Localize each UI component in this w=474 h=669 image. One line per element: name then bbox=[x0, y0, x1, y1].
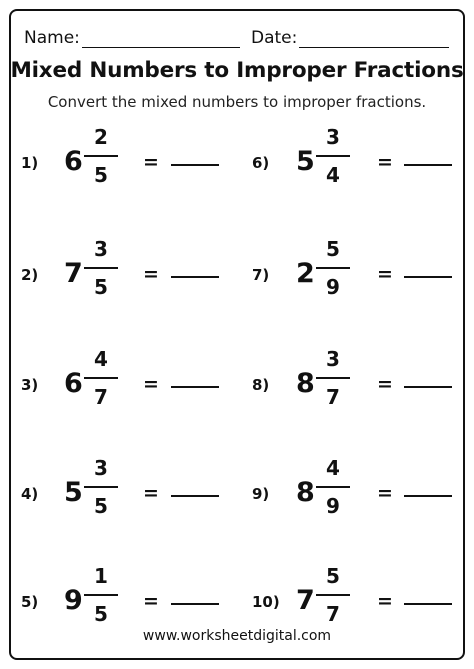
problem-number: 4) bbox=[21, 485, 39, 503]
numerator: 4 bbox=[326, 456, 340, 480]
answer-blank[interactable] bbox=[404, 164, 452, 166]
date-label: Date: bbox=[251, 28, 298, 48]
whole-number: 6 bbox=[64, 146, 83, 177]
problem-3 bbox=[21, 346, 246, 426]
equals-sign: = bbox=[143, 263, 159, 285]
answer-blank[interactable] bbox=[171, 495, 219, 497]
problem-2 bbox=[21, 236, 246, 316]
denominator: 9 bbox=[326, 494, 340, 518]
fraction bbox=[84, 346, 118, 410]
numerator: 3 bbox=[94, 456, 108, 480]
numerator: 3 bbox=[94, 237, 108, 261]
problem-number: 1) bbox=[21, 154, 39, 172]
fraction bbox=[316, 236, 350, 300]
whole-number: 5 bbox=[296, 146, 315, 177]
name-field[interactable] bbox=[24, 28, 240, 48]
equals-sign: = bbox=[377, 263, 393, 285]
problem-7 bbox=[252, 236, 474, 316]
answer-blank[interactable] bbox=[404, 386, 452, 388]
answer-blank[interactable] bbox=[404, 495, 452, 497]
answer-blank[interactable] bbox=[171, 603, 219, 605]
fraction-bar bbox=[316, 377, 350, 379]
fraction-bar bbox=[84, 594, 118, 596]
fraction bbox=[316, 346, 350, 410]
problem-8 bbox=[252, 346, 474, 426]
whole-number: 7 bbox=[296, 585, 315, 616]
denominator: 5 bbox=[94, 275, 108, 299]
numerator: 3 bbox=[326, 125, 340, 149]
answer-blank[interactable] bbox=[404, 603, 452, 605]
problem-4 bbox=[21, 455, 246, 535]
worksheet-title: Mixed Numbers to Improper Fractions bbox=[10, 58, 464, 83]
whole-number: 8 bbox=[296, 368, 315, 399]
denominator: 5 bbox=[94, 602, 108, 626]
problem-number: 8) bbox=[252, 376, 270, 394]
fraction bbox=[316, 124, 350, 188]
fraction bbox=[84, 563, 118, 627]
numerator: 1 bbox=[94, 564, 108, 588]
footer-website: www.worksheetdigital.com bbox=[142, 628, 332, 644]
whole-number: 9 bbox=[64, 585, 83, 616]
whole-number: 5 bbox=[64, 477, 83, 508]
equals-sign: = bbox=[143, 482, 159, 504]
numerator: 3 bbox=[326, 347, 340, 371]
problem-1 bbox=[21, 124, 246, 204]
name-blank[interactable] bbox=[82, 34, 240, 48]
date-field[interactable] bbox=[251, 28, 449, 48]
name-label: Name: bbox=[24, 28, 80, 48]
problem-number: 9) bbox=[252, 485, 270, 503]
fraction-bar bbox=[316, 267, 350, 269]
answer-blank[interactable] bbox=[404, 276, 452, 278]
fraction-bar bbox=[316, 594, 350, 596]
whole-number: 2 bbox=[296, 258, 315, 289]
denominator: 5 bbox=[94, 163, 108, 187]
fraction-bar bbox=[316, 155, 350, 157]
denominator: 7 bbox=[94, 385, 108, 409]
fraction bbox=[84, 455, 118, 519]
worksheet-instructions: Convert the mixed numbers to improper fractions. bbox=[47, 93, 427, 111]
denominator: 7 bbox=[326, 602, 340, 626]
fraction bbox=[316, 563, 350, 627]
equals-sign: = bbox=[143, 373, 159, 395]
answer-blank[interactable] bbox=[171, 386, 219, 388]
equals-sign: = bbox=[377, 590, 393, 612]
equals-sign: = bbox=[377, 151, 393, 173]
fraction bbox=[84, 236, 118, 300]
problem-number: 2) bbox=[21, 266, 39, 284]
equals-sign: = bbox=[143, 151, 159, 173]
denominator: 4 bbox=[326, 163, 340, 187]
equals-sign: = bbox=[377, 373, 393, 395]
denominator: 9 bbox=[326, 275, 340, 299]
numerator: 4 bbox=[94, 347, 108, 371]
problem-9 bbox=[252, 455, 474, 535]
equals-sign: = bbox=[377, 482, 393, 504]
problem-number: 5) bbox=[21, 593, 39, 611]
fraction-bar bbox=[84, 155, 118, 157]
problem-number: 6) bbox=[252, 154, 270, 172]
fraction-bar bbox=[84, 377, 118, 379]
denominator: 7 bbox=[326, 385, 340, 409]
whole-number: 8 bbox=[296, 477, 315, 508]
numerator: 2 bbox=[94, 125, 108, 149]
problem-number: 7) bbox=[252, 266, 270, 284]
problem-number: 3) bbox=[21, 376, 39, 394]
denominator: 5 bbox=[94, 494, 108, 518]
equals-sign: = bbox=[143, 590, 159, 612]
answer-blank[interactable] bbox=[171, 164, 219, 166]
fraction-bar bbox=[316, 486, 350, 488]
problem-number: 10) bbox=[252, 593, 280, 611]
fraction bbox=[84, 124, 118, 188]
numerator: 5 bbox=[326, 564, 340, 588]
fraction-bar bbox=[84, 486, 118, 488]
fraction bbox=[316, 455, 350, 519]
problem-6 bbox=[252, 124, 474, 204]
answer-blank[interactable] bbox=[171, 276, 219, 278]
numerator: 5 bbox=[326, 237, 340, 261]
whole-number: 6 bbox=[64, 368, 83, 399]
date-blank[interactable] bbox=[299, 34, 449, 48]
fraction-bar bbox=[84, 267, 118, 269]
whole-number: 7 bbox=[64, 258, 83, 289]
